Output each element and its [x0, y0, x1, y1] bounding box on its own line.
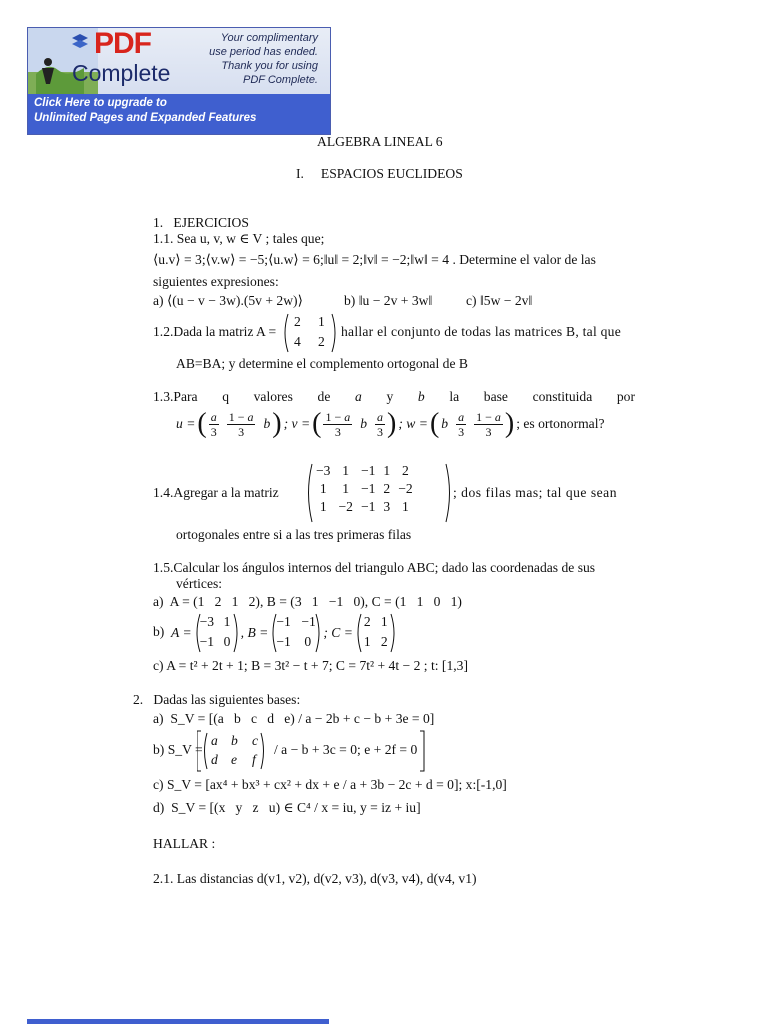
exercise-1-1-intro: 1.1. Sea u, v, w ∈ V ; tales que;: [153, 231, 325, 246]
exercise-2-d: d) S_V = [(x y z u) ∈ C⁴ / x = iu, y = iz + iu]: [153, 800, 421, 815]
bracket-close-icon: [418, 730, 426, 772]
exercise-1-4-matrix: −3 1 −1 1 2 1 1 −1 2 −2 1 −2 −1 3 1: [306, 462, 452, 524]
exercise-1-5-a: a) A = (1 2 1 2), B = (3 1 −1 0), C = (1 1 0 1): [153, 594, 462, 609]
matrix-b-B: −1 −1 −1 0: [271, 613, 321, 653]
exercise-1-5-line2: vértices:: [176, 576, 223, 591]
exercises-heading: 1. EJERCICIOS: [153, 215, 249, 230]
logo-complete-text: Complete: [72, 60, 171, 86]
exercise-1-5-line1: 1.5.Calcular los ángulos internos del triangulo ABC; dado las coordenadas de sus: [153, 560, 596, 575]
exercise-1-2-line2: AB=BA; y determine el complemento ortogonal de B: [176, 356, 468, 371]
exercise-2-a: a) S_V = [(a b c d e) / a − 2b + c − b + 3e = 0]: [153, 711, 435, 726]
exercise-1-3-vectors: u = ( $\frac{a}{3}$ $\frac{1 - a}{3}$ b ) ; v = ( $\frac{1 - a}{3}$ b $\frac{a}{3}$ ) ; w = ( b $\frac{a}{3}$ $\frac{1 - a}{3}$ ) ; es ortonormal?: [176, 408, 605, 439]
matrix-parentheses-icon: [282, 312, 338, 354]
section-2-heading: 2. Dadas las siguientes bases:: [133, 692, 301, 707]
exercise-2-b-label: b) S_V =: [153, 742, 203, 757]
exercise-1-2-post: hallar el conjunto de todas las matrices B, tal que: [341, 324, 622, 339]
exercise-2-b-condition: / a − b + 3c = 0; e + 2f = 0: [274, 742, 418, 757]
hallar-heading: HALLAR :: [153, 836, 216, 851]
exercise-1-1-given-2: siguientes expresiones:: [153, 274, 279, 289]
m12-a11: 2: [294, 314, 301, 329]
exercise-1-4-pre: 1.4.Agregar a la matriz: [153, 485, 279, 500]
upgrade-banner[interactable]: [27, 27, 331, 135]
m12-a21: 4: [294, 334, 301, 349]
exercise-1-3-line1: 1.3.Para q valores de a y b la base constituida por: [153, 389, 635, 404]
exercise-1-1-c: c) ‖5w − 2v‖: [466, 293, 533, 308]
exercise-1-4-line2: ortogonales entre si a las tres primeras filas: [176, 527, 412, 542]
exercise-1-1-a: a) ⟨(u − v − 3w).(5v + 2w)⟩: [153, 293, 303, 308]
vector-w-label: ; w =: [398, 416, 428, 431]
banner-top: [28, 28, 330, 94]
logo-pdf-text: PDF: [94, 27, 151, 60]
page-title: ALGEBRA LINEAL 6: [317, 134, 443, 149]
exercise-1-5-b-label: b): [153, 624, 165, 639]
exercise-1-1-b: b) ‖u − 2v + 3w‖: [344, 293, 433, 308]
matrix-b-A: −3 1 −1 0: [195, 613, 239, 653]
section-heading: I. ESPACIOS EUCLIDEOS: [296, 166, 463, 181]
exercise-1-5-b: A = −3 1 −1 0 , B = −1 −1 −1 0 ; C = 2 1 1 2: [171, 612, 396, 654]
exercise-1-2-pre: 1.2.Dada la matriz A =: [153, 324, 277, 339]
m12-a22: 2: [318, 334, 325, 349]
vector-v-label: ; v =: [283, 416, 311, 431]
exercise-2-b-matrix: a b c d e f: [197, 730, 269, 772]
matrix-b-C: 2 1 1 2: [356, 613, 396, 653]
upgrade-line-1: Click Here to upgrade to: [34, 97, 167, 109]
expired-message: Your complimentary use period has ended. Thank you for using PDF Complete.: [209, 32, 318, 86]
exercise-1-4-post: ; dos filas mas; tal que sean: [453, 485, 617, 500]
bottom-banner-edge: [27, 1019, 329, 1024]
upgrade-link[interactable]: [28, 94, 330, 134]
exercise-1-1-given: ⟨u.v⟩ = 3;⟨v.w⟩ = −5;⟨u.w⟩ = 6;‖u‖ = 2;‖v‖ = −2;‖w‖ = 4 . Determine el valor de las: [153, 252, 596, 267]
exercise-2-c: c) S_V = [ax⁴ + bx³ + cx² + dx + e / a + 3b − 2c + d = 0]; x:[-1,0]: [153, 777, 507, 792]
exercise-1-3-end: ; es ortonormal?: [516, 416, 605, 431]
exercise-1-5-c: c) A = t² + 2t + 1; B = 3t² − t + 7; C = 7t² + 4t − 2 ; t: [1,3]: [153, 658, 468, 673]
m12-a12: 1: [318, 314, 325, 329]
vector-u-label: u =: [176, 416, 196, 431]
upgrade-line-2: Unlimited Pages and Expanded Features: [34, 112, 257, 124]
exercise-2-1: 2.1. Las distancias d(v1, v2), d(v2, v3), d(v3, v4), d(v4, v1): [153, 871, 477, 886]
